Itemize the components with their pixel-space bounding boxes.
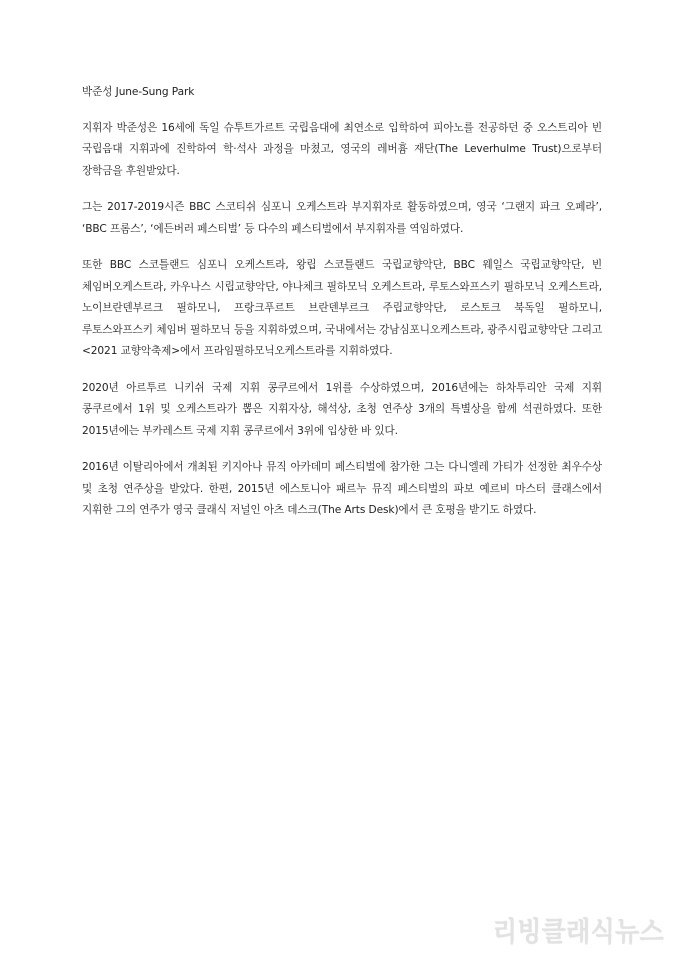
watermark-logo: 리빙클래식뉴스	[492, 917, 664, 948]
paragraph-competitions: 2020년 아르투르 니키쉬 국제 지휘 콩쿠르에서 1위를 수상하였으며, 2016년에는 하차투리안 국제 지휘 콩쿠르에서 1위 및 오케스트라가 뽑은 지휘자상, 해석상, 초청 연주상 3개의 특별상을 함께 석권하였다. 또한 2015년에는 부카레스트 국제 지휘 콩쿠르에서 3위에 입상한 바 있다.	[82, 381, 602, 437]
paragraph-assistant-career: 그는 2017-2019시즌 BBC 스코티쉬 심포니 오케스트라 부지휘자로 활동하였으며, 영국 ‘그랜지 파크 오페라’, ‘BBC 프롬스’, ‘에든버러 페스티벌’ 등 다수의 페스티벌에서 부지휘자를 역임하였다.	[82, 201, 602, 235]
paragraph-festivals: 2016년 이탈리아에서 개최된 키지아나 뮤직 아카데미 페스티벌에 참가한 그는 다니엘레 가티가 선정한 최우수상 및 초청 연주상을 받았다. 한편, 2015년 에스토니아 패르누 뮤직 페스티벌의 파보 예르비 마스터 클래스에서 지휘한 그의 연주가 영국 클래식 저널인 아츠 데스크(The Arts Desk)에서 큰 호평을 받기도 하였다.	[82, 461, 602, 516]
paragraph-orchestras: 또한 BBC 스코틀랜드 심포니 오케스트라, 왕립 스코틀랜드 국립교향악단, BBC 웨일스 국립교향악단, 빈 체임버오케스트라, 카우나스 시립교향악단, 야나체크 필하모닉 오케스트라, 루토스와프스키 필하모닉 오케스트라, 노이브란덴부르크 필하모니, 프랑크푸르트 브란덴부르크 주립교향악단, 로스토크 북독일 필하모니, 루토스와프스키 체임버 필하모닉 등을 지휘하였으며, 국내에서는 강남심포니오케스트라, 광주시립교향악단 그리고 <2021 교향악축제>에서 프라임필하모닉오케스트라를 지휘하였다.	[82, 259, 602, 357]
paragraph-education: 지휘자 박준성은 16세에 독일 슈투트가르트 국립음대에 최연소로 입학하여 피아노를 전공하던 중 오스트리아 빈 국립음대 지휘과에 진학하여 학·석사 과정을 마쳤고, 영국의 레버흄 재단(The Leverhulme Trust)으로부터 장학금을 후원받았다.	[82, 121, 602, 177]
document-body	[82, 82, 602, 537]
document-heading: 박준성 June-Sung Park	[82, 86, 195, 98]
